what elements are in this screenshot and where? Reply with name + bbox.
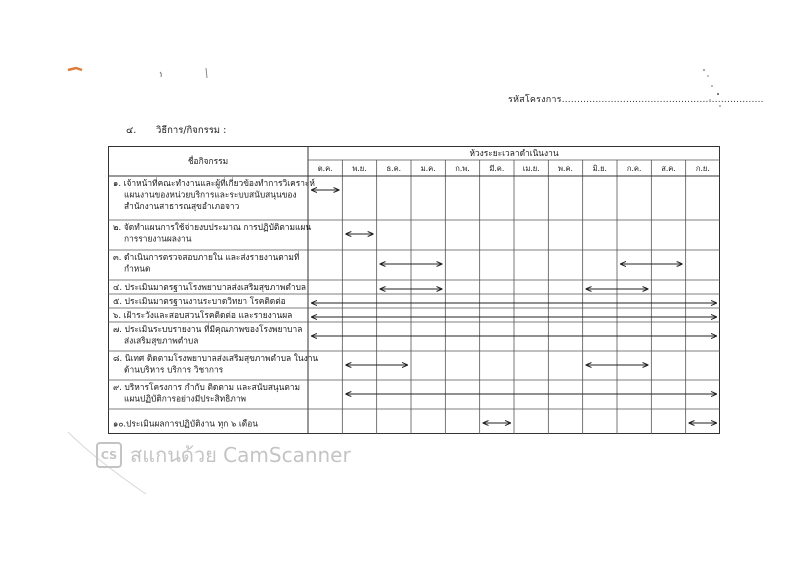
activity-text: ๕. ประเมินมาตรฐานงานระบาดวิทยา โรคติดต่อ — [113, 296, 286, 306]
month-header: ก.ค. — [626, 164, 642, 173]
month-header: พ.ย. — [352, 164, 367, 173]
project-code-dots: .................................................................. — [561, 95, 764, 105]
period-column-header: ห้วงระยะเวลาดำเนินงาน — [469, 148, 559, 158]
activity-text: ๒. จัดทำแผนการใช้จ่ายงบประมาณ การปฏิบัติตามแผน — [113, 222, 312, 232]
activity-text: แผนงานของหน่วยบริการและระบบสนับสนุนของ — [124, 189, 297, 200]
activity-text: ๑. เจ้าหน้าที่คณะทำงานและผู้ที่เกี่ยวข้องทำการวิเคราะห์ — [113, 178, 315, 188]
project-code-line — [508, 92, 764, 106]
activity-column-header: ชื่อกิจกรรม — [187, 156, 229, 166]
activity-gantt-table — [108, 146, 720, 434]
activity-text: ๖. เฝ้าระวังและสอบสวนโรคติดต่อ และรายงานผล — [113, 310, 293, 320]
section-heading — [126, 123, 226, 138]
activity-text: การรายงานผลงาน — [124, 233, 192, 244]
activity-text: ๓. ดำเนินการตรวจสอบภายใน และส่งรายงานตามที่ — [113, 252, 300, 262]
month-header: ก.ย. — [695, 164, 710, 173]
month-header: ม.ค. — [420, 164, 436, 173]
activity-text: กำหนด — [124, 263, 151, 274]
activity-text: ๔. ประเมินมาตรฐานโรงพยาบาลส่งเสริมสุขภาพตำบล — [113, 282, 307, 292]
activity-text: ด้านบริหาร บริการ วิชาการ — [124, 364, 224, 375]
activity-text: ๘. นิเทศ ติดตามโรงพยาบาลส่งเสริมสุขภาพตำบล ในงาน — [113, 353, 319, 363]
camscanner-logo-text: CS — [100, 448, 118, 462]
activity-text: ๑๐.ประเมินผลการปฏิบัติงาน ทุก ๖ เดือน — [113, 418, 258, 429]
month-header: พ.ค. — [558, 164, 573, 173]
activity-text: ๗. ประเมินระบบรายงาน ที่มีคุณภาพของโรงพยาบาล — [113, 324, 303, 334]
month-header: ธ.ค. — [386, 164, 402, 173]
scan-artifact-top-right — [698, 66, 728, 116]
month-header: ก.พ. — [455, 164, 470, 173]
activity-text: ส่งเสริมสุขภาพตำบล — [124, 335, 199, 346]
activity-text: สำนักงานสาธารณสุขอำเภอจาว — [124, 201, 240, 211]
scan-artifact-top-left — [66, 64, 216, 84]
watermark-text: สแกนด้วย CamScanner — [130, 443, 351, 467]
activity-text: แผนปฏิบัติการอย่างมีประสิทธิภาพ — [124, 393, 247, 404]
month-header: ต.ค. — [317, 164, 333, 173]
section-title: วิธีการ/กิจกรรม : — [156, 125, 227, 136]
camscanner-watermark — [96, 439, 351, 471]
month-header: มิ.ย. — [592, 164, 607, 173]
section-number: ๔. — [126, 125, 137, 136]
month-header: เม.ย. — [522, 164, 540, 173]
project-code-label: รหัสโครงการ — [508, 95, 562, 105]
month-header: มี.ค. — [489, 164, 505, 173]
camscanner-logo-icon — [96, 442, 122, 468]
activity-text: ๙. บริหารโครงการ กำกับ ติดตาม และสนับสนุนตาม — [113, 382, 301, 392]
month-header: ส.ค. — [661, 164, 676, 173]
